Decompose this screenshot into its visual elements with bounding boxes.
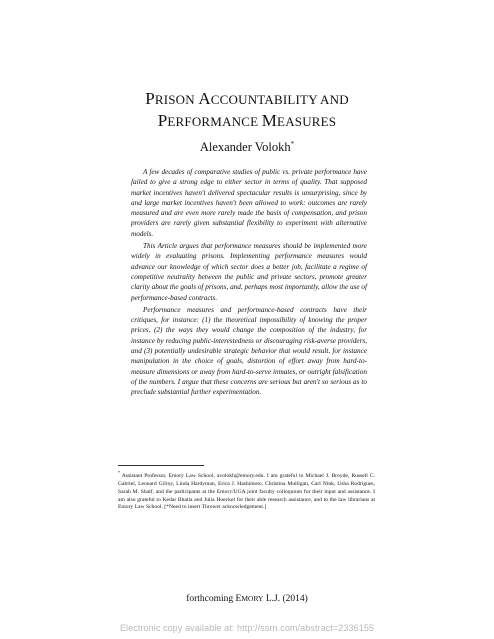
publication-venue [0,594,494,604]
title-smallcaps: RISON [154,92,199,107]
title-smallcaps: EASURES [277,114,337,129]
abstract-paragraph: A few decades of comparative studies of public vs. private performance have failed to give a strong edge to either sector in terms of quality. That supposed market incentives haven't delivered spectacular results is unsurprising, since by and large market incentives haven't been allowed to work: outcomes are rarely measured and are even more rarely made the basis of compensation, and prison providers are rarely given substantial flexibility to experiment with alternative models. [131,168,367,238]
venue-prefix: forthcoming [186,594,236,604]
title-initial: P [145,89,155,108]
title-smallcaps: CCOUNTABILITY AND [210,92,349,107]
abstract-paragraph: Performance measures and performance-based contracts have their critiques, for instance: (1) the theoretical impossibility of knowing the proper prices, (2) the ways they would change the composition of the industry, for instance by reducing public-interestedness or discouraging risk-averse providers, and (3) potentially undesirable strategic behavior that would result, for instance manipulation in the choice of goals, distortion of effort away from hard-to-measure dimensions or away from hard-to-serve inmates, or outright falsification of the numbers. I argue that these concerns are serious but aren't so serious as to preclude substantial further experimentation. [131,305,367,397]
title-line-1 [0,88,494,110]
title-initial: M [261,111,278,130]
paper-title [0,88,494,132]
footnote-marker: * [118,470,120,475]
title-smallcaps: ERFORMANCE [167,114,262,129]
ssrn-watermark: Electronic copy available at: http://ssrn.com/abstract=2336155 [119,623,375,633]
venue-journal-initial: E [235,594,242,604]
author-footnote-marker: * [290,140,295,148]
abstract-paragraph: This Article argues that performance measures should be implemented more widely in evaluating prisons. Implementing performance measures would advance our knowledge of which sector does a better job, facilitate a regime of competitive neutrality between the public and private sectors, promote greater clarity about the goals of prisons, and, perhaps most importantly, allow the use of performance-based contracts. [131,242,367,302]
venue-suffix: L.J. (2014) [263,594,308,604]
title-line-2 [0,110,494,132]
venue-journal-smallcaps: MORY [241,594,264,603]
author-line [0,140,494,155]
abstract [131,167,367,400]
title-initial: P [157,111,168,130]
author-name: Alexander Volokh [199,140,291,155]
footnote [118,469,375,512]
footnote-divider [118,465,204,466]
footnote-text: Assistant Professor, Emory Law School, avolokh@emory.edu. I am grateful to Michael J. Broyde, Russell C. Gabriel, Leonard Gilroy, Linda Hardyman, Erica J. Hashimoto, Christina Mulligan, Carl Nink, Usha Rodrigues, Sarah M. Shalf, and the participants at the Emory/UGA joint faculty colloquium for their input and assistance. I am also grateful to Kedar Bhatia and Julia Hoeckel for their able research assistance, and to the law librarians at Emory Law School. [*Need to insert Thrower acknowledgement.] [118,472,375,511]
title-initial: A [198,89,211,108]
